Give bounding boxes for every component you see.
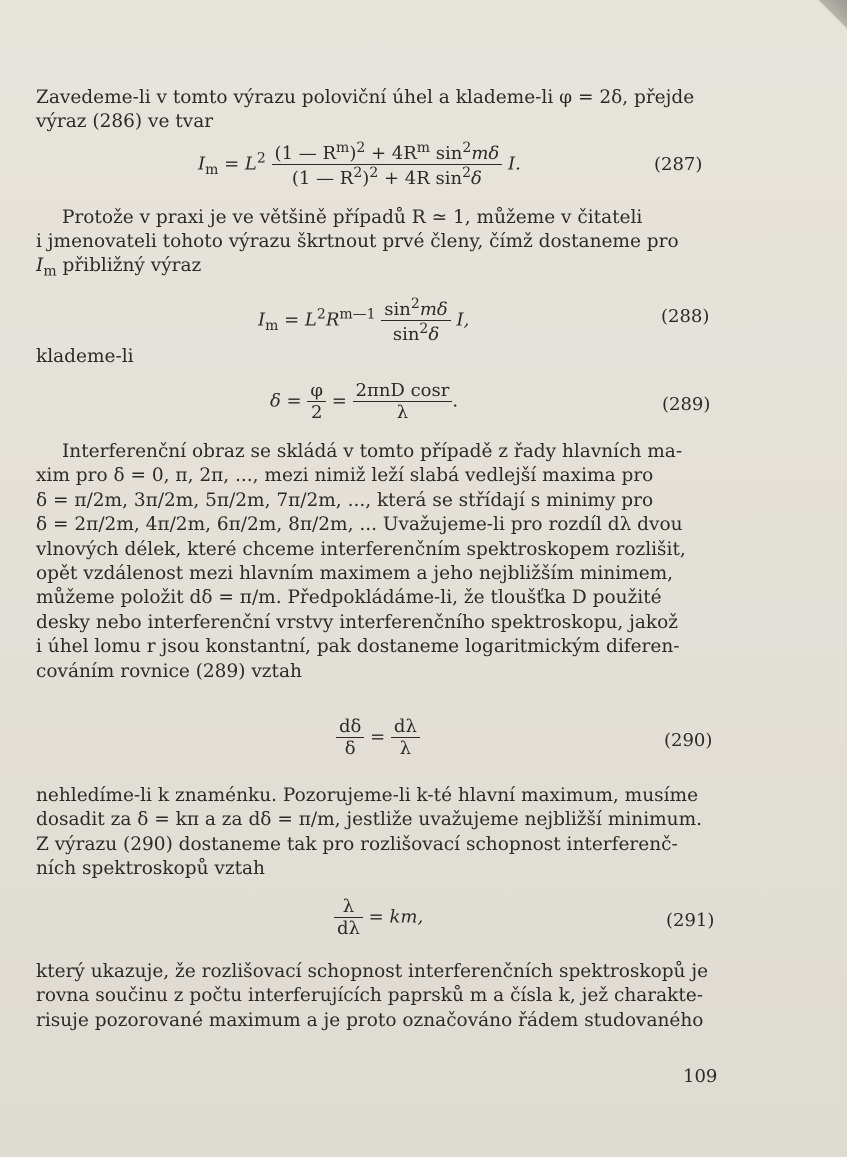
eq-superscript: 2 xyxy=(353,165,363,181)
eq-superscript: 2 xyxy=(462,165,472,181)
eq-part: ) xyxy=(362,168,370,189)
eq-part: sin xyxy=(430,143,463,164)
eq-superscript: 2 xyxy=(419,321,429,337)
eq-superscript: m—1 xyxy=(339,306,376,323)
text-line: xim pro δ = 0, π, 2π, ..., mezi nimiž leží slabá vedlejší maxima pro xyxy=(36,465,654,487)
paragraph-interference xyxy=(36,440,686,684)
eq-numerator xyxy=(381,296,450,321)
eq-symbol: δ = xyxy=(270,390,302,412)
equation-number-290: (290) xyxy=(664,730,713,751)
text-line: δ = 2π/2m, 4π/2m, 6π/2m, 8π/2m, ... Uvažujeme-li pro rozdíl dλ dvou xyxy=(36,514,683,536)
eq-symbol: = L xyxy=(218,153,257,175)
eq-symbol: . xyxy=(452,390,459,412)
text-line: δ = π/2m, 3π/2m, 5π/2m, 7π/2m, ..., která se střídají s minimy pro xyxy=(36,489,654,511)
text-line: nehledíme-li k znaménku. Pozorujeme-li k-té hlavní maximum, musíme xyxy=(36,785,699,806)
text-klademe-li: klademe-li xyxy=(36,346,134,367)
text-line: Protože v praxi je ve většině případů R ≃ 1, můžeme v čitateli xyxy=(62,207,643,228)
paragraph-approximation xyxy=(36,206,679,284)
eq-fraction xyxy=(334,896,363,939)
paragraph-intro xyxy=(36,86,694,134)
eq-numerator: φ xyxy=(307,380,326,402)
equation-291 xyxy=(334,896,423,939)
eq-part: δ xyxy=(471,168,482,189)
text-line: i úhel lomu r jsou konstantní, pak dostaneme logaritmickým diferen- xyxy=(36,636,680,658)
eq-subscript: m xyxy=(43,263,57,280)
eq-part: δ xyxy=(428,324,440,345)
text-line: výraz (286) ve tvar xyxy=(36,111,214,132)
text-line: opět vzdálenost mezi hlavním maximem a jeho nejbližším minimem, xyxy=(36,563,674,585)
eq-symbol: I xyxy=(198,153,206,175)
eq-superscript: 2 xyxy=(256,150,266,167)
eq-part: + 4R sin xyxy=(378,168,463,189)
eq-numerator: λ xyxy=(334,896,363,918)
text-line: rovna součinu z počtu interferujících paprsků m a čísla k, jež charakte- xyxy=(36,985,703,1007)
text-line: který ukazuje, že rozlišovací schopnost interferenčních spektroskopů je xyxy=(36,961,709,982)
text-line: dosadit za δ = kπ a za dδ = π/m, jestliže uvažujeme nejbližší minimum. xyxy=(36,809,703,831)
eq-denominator: λ xyxy=(399,738,412,759)
eq-superscript: 2 xyxy=(316,306,326,323)
text-line: Z výrazu (290) dostaneme tak pro rozlišovací schopnost interferenč- xyxy=(36,833,678,855)
eq-fraction xyxy=(336,716,364,759)
eq-denominator: δ xyxy=(344,738,356,759)
eq-fraction xyxy=(391,716,420,759)
eq-symbol: I xyxy=(258,309,266,331)
eq-superscript: m xyxy=(336,140,350,156)
eq-superscript: 2 xyxy=(410,296,420,312)
eq-superscript: m xyxy=(416,140,431,156)
text-line: cováním rovnice (289) vztah xyxy=(36,660,302,682)
equation-number-291: (291) xyxy=(666,910,715,931)
eq-subscript: m xyxy=(265,318,279,335)
text-line: risuje pozorované maximum a je proto označováno řádem studovaného xyxy=(36,1009,704,1031)
equation-number-289: (289) xyxy=(662,394,711,415)
eq-numerator: dδ xyxy=(336,716,364,738)
paragraph-conclusion xyxy=(36,960,708,1033)
eq-numerator: dλ xyxy=(391,716,420,738)
equation-number-287: (287) xyxy=(654,154,703,175)
eq-symbol: = L xyxy=(278,309,317,331)
equation-289 xyxy=(270,380,458,423)
paragraph-resolving xyxy=(36,784,702,882)
eq-fraction xyxy=(307,380,326,423)
eq-part: (1 — R xyxy=(291,168,354,189)
eq-fraction xyxy=(353,380,453,423)
eq-part: mδ xyxy=(419,299,448,320)
eq-part: (1 — R xyxy=(274,143,337,164)
text-line: ních spektroskopů vztah xyxy=(36,858,265,880)
eq-part: ) xyxy=(349,143,357,164)
text-line: Interferenční obraz se skládá v tomto případě z řady hlavních ma- xyxy=(62,441,683,462)
text-part: přibližný výraz xyxy=(56,255,202,276)
text-line: desky nebo interferenční vrstvy interferenčního spektroskopu, jakož xyxy=(36,611,679,633)
text-line xyxy=(36,254,679,284)
eq-denominator: 2 xyxy=(310,402,323,423)
eq-part: sin xyxy=(384,299,411,320)
eq-numerator xyxy=(272,140,503,165)
eq-symbol: I, xyxy=(456,309,470,331)
eq-symbol: = xyxy=(331,390,347,412)
text-line: můžeme položit dδ = π/m. Předpokládáme-li, že tloušťka D použité xyxy=(36,587,662,609)
eq-superscript: 2 xyxy=(369,165,379,181)
eq-denominator xyxy=(381,321,450,345)
page-number: 109 xyxy=(683,1066,718,1087)
page-corner-fold xyxy=(817,0,847,30)
eq-superscript: 2 xyxy=(462,140,472,156)
eq-subscript: m xyxy=(205,162,219,179)
eq-part: sin xyxy=(392,324,420,345)
eq-fraction xyxy=(381,296,450,345)
equation-number-288: (288) xyxy=(661,306,710,327)
equation-287 xyxy=(198,140,521,189)
eq-numerator: 2πnD cosr xyxy=(353,380,453,402)
eq-symbol: = km, xyxy=(368,906,424,928)
eq-symbol: R xyxy=(325,309,340,331)
eq-part: mδ xyxy=(471,143,500,164)
eq-denominator: λ xyxy=(396,402,409,423)
equation-290 xyxy=(336,716,420,759)
eq-part: + 4R xyxy=(365,143,417,164)
eq-superscript: 2 xyxy=(356,140,366,156)
eq-denominator: dλ xyxy=(337,918,360,939)
text-line: i jmenovateli tohoto výrazu škrtnout prvé členy, čímž dostaneme pro xyxy=(36,231,679,252)
eq-fraction xyxy=(272,140,503,189)
eq-symbol: I xyxy=(36,255,44,276)
equation-288 xyxy=(258,296,469,345)
text-line: vlnových délek, které chceme interferenčním spektroskopem rozlišit, xyxy=(36,538,686,560)
text-line: Zavedeme-li v tomto výrazu poloviční úhel a klademe-li φ = 2δ, přejde xyxy=(36,87,695,108)
eq-denominator xyxy=(272,165,503,189)
eq-symbol: I. xyxy=(507,153,521,175)
eq-symbol: = xyxy=(370,726,386,748)
